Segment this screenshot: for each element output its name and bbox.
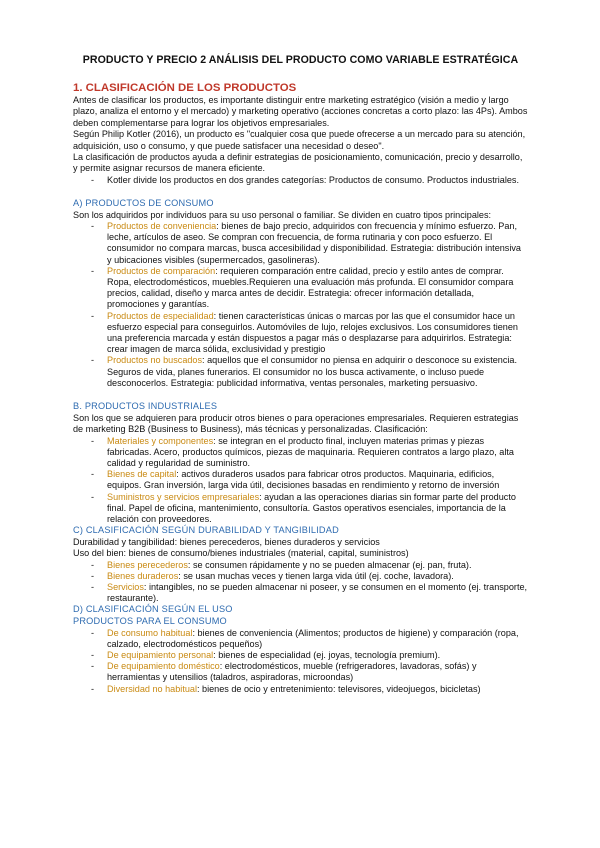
paragraph: Son los que se adquieren para producir otros bienes o para operaciones empresariales. Requieren estrategias de marketing B2B (Business to Business), más técnicas y personalizadas. Clasificación: <box>73 412 519 435</box>
item-text: : aquellos que el consumidor no piensa en adquirir o desconoce su existencia. Seguros de vida, planes funerarios. El consumidor no los busca activamente, o incluso puede desconocerlos. Estrategia: publicidad informativa, ventas personales, marketing persuasivo. <box>107 355 517 388</box>
bullet-list <box>73 175 528 186</box>
term: Bienes duraderos <box>107 570 179 581</box>
list-item <box>107 469 528 491</box>
bullet-list <box>73 436 528 526</box>
term: Bienes de capital <box>107 469 177 480</box>
term: De equipamiento personal <box>107 649 214 660</box>
item-text: : bienes de especialidad (ej. joyas, tecnología premium). <box>213 649 441 660</box>
list-item <box>107 221 528 266</box>
section-heading: 1. CLASIFICACIÓN DE LOS PRODUCTOS <box>73 82 297 94</box>
bullet-list <box>73 221 528 389</box>
bullet-list <box>73 628 528 695</box>
item-text: : electrodomésticos, mueble (refrigeradores, lavadoras, sofás) y herramientas y utensilios (taladros, aspiradoras, microondas) <box>107 661 477 683</box>
term: Materiales y componentes <box>107 435 214 446</box>
list-item <box>107 436 528 470</box>
list-item <box>107 492 528 526</box>
item-text: : bienes de conveniencia (Alimentos; productos de higiene) y comparación (ropa, calzado, electrodomésticos pequeños) <box>107 627 519 649</box>
term: Productos no buscados <box>107 355 203 366</box>
paragraph: Uso del bien: bienes de consumo/bienes industriales (material, capital, suministros) <box>73 548 409 559</box>
list-item <box>107 560 528 571</box>
item-text: : requieren comparación entre calidad, precio y estilo antes de comprar. Ropa, electrodomésticos, muebles.Requieren una evaluación más profunda. El consumidor compara precios, calidad, diseño y marca antes de decidir. Estrategia: ofrecer información detallada, promociones y garantías. <box>107 265 514 310</box>
term: De equipamiento doméstico <box>107 661 220 672</box>
term: De consumo habitual <box>107 627 193 638</box>
term: Suministros y servicios empresariales <box>107 491 260 502</box>
document-title: PRODUCTO Y PRECIO 2 ANÁLISIS DEL PRODUCTO COMO VARIABLE ESTRATÉGICA <box>82 54 519 66</box>
item-text: : se consumen rápidamente y no se pueden almacenar (ej. pan, fruta). <box>187 559 472 570</box>
subsection-subheading: PRODUCTOS PARA EL CONSUMO <box>73 615 227 626</box>
paragraph: La clasificación de productos ayuda a definir estrategias de posicionamiento, comunicación, precio y desarrollo, y permite asignar recursos de manera eficiente. <box>73 152 523 174</box>
term: Diversidad no habitual <box>107 683 197 694</box>
subsection-heading: A) PRODUCTOS DE CONSUMO <box>73 198 214 209</box>
list-item <box>107 628 528 650</box>
item-text: : tienen características únicas o marcas por las que el consumidor hace un esfuerzo especial para conseguirlos. Automóviles de lujo, relojes exclusivos. Los consumidores tienen una preferencia marcada y están dispuestos a pagar más o desplazarse para adquirirlos. Estrategia: crear imagen de marca sólida, exclusividad y prestigio <box>107 310 518 355</box>
list-item <box>107 661 528 683</box>
list-item <box>107 266 528 311</box>
list-item <box>107 582 528 604</box>
list-item: - Kotler divide los productos en dos grandes categorías: Productos de consumo. Productos industriales. <box>107 175 528 186</box>
item-text: : bienes de ocio y entretenimiento: televisores, videojuegos, bicicletas) <box>196 683 481 694</box>
subsection-heading: B. PRODUCTOS INDUSTRIALES <box>73 401 218 412</box>
list-item <box>107 571 528 582</box>
bullet-list <box>73 560 528 605</box>
item-text: : se integran en el producto final, incluyen materias primas y piezas fabricadas. Acero, productos químicos, piezas de maquinaria. Requieren contratos a largo plazo, alta calidad y regularidad de suministro. <box>107 435 514 468</box>
term: Bienes perecederos <box>107 559 188 570</box>
paragraph: Antes de clasificar los productos, es importante distinguir entre marketing estratégico (visión a medio y largo plazo, analiza el entorno y el mercado) y marketing operativo (acciones concretas a corto plazo: las 4Ps). Ambos deben complementarse para lograr los objetivos empresariales. <box>73 95 528 128</box>
list-item <box>107 355 528 389</box>
item-text: : ayudan a las operaciones diarias sin formar parte del producto final. Papel de oficina, mantenimiento, consultoría. Gastos operativos esenciales, importancia de la relación con proveedores. <box>107 491 516 524</box>
list-item <box>107 311 528 356</box>
term: Servicios <box>107 581 144 592</box>
term: Productos de conveniencia <box>107 221 217 232</box>
paragraph: Durabilidad y tangibilidad: bienes perecederos, bienes duraderos y servicios <box>73 536 380 547</box>
list-item <box>107 650 528 661</box>
list-item <box>107 684 528 695</box>
term: Productos de comparación <box>107 265 216 276</box>
paragraph: Según Philip Kotler (2016), un producto es "cualquier cosa que puede ofrecerse a un mercado para su atención, adquisición, uso o consumo, y que puede satisfacer una necesidad o deseo". <box>73 129 526 151</box>
item-text: : activos duraderos usados para fabricar otros productos. Maquinaria, edificios, equipos. Gran inversión, larga vida útil, decisiones basadas en rendimiento y retorno de inversión <box>107 469 500 491</box>
subsection-heading: C) CLASIFICACIÓN SEGÚN DURABILIDAD Y TANGIBILIDAD <box>73 525 339 536</box>
subsection-heading: D) CLASIFICACIÓN SEGÚN EL USO <box>73 604 233 615</box>
term: Productos de especialidad <box>107 310 214 321</box>
item-text: : intangibles, no se pueden almacenar ni poseer, y se consumen en el momento (ej. transporte, restaurante). <box>107 581 528 604</box>
item-text: : se usan muchas veces y tienen larga vida útil (ej. coche, lavadora). <box>178 570 454 581</box>
paragraph: Son los adquiridos por individuos para su uso personal o familiar. Se dividen en cuatro tipos principales: <box>73 209 492 220</box>
item-text: : bienes de bajo precio, adquiridos con frecuencia y mínimo esfuerzo. Pan, leche, artículos de aseo. Se compran con frecuencia, de forma rutinaria y con poco esfuerzo. El consumidor no compara marcas, busca accesibilidad y disponibilidad. Estrategia: distribución intensiva y ubicaciones visibles (supermercados, gasolineras). <box>107 221 521 265</box>
